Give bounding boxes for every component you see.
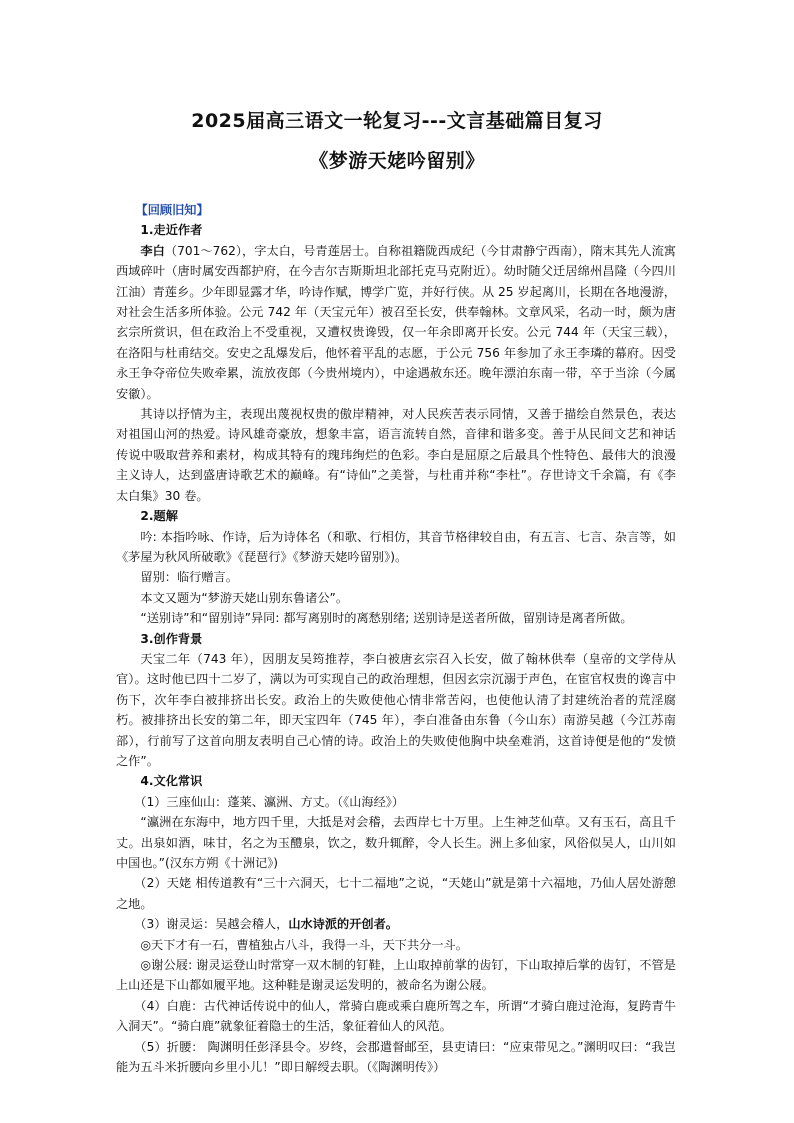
culture-item-3-text: （3）谢灵运：吴越会稽人， bbox=[134, 917, 289, 932]
author-paragraph-2: 其诗以抒情为主，表现出蔑视权贵的傲岸精神，对人民疾苦表示同情，又善于描绘自然景色，表达对祖国山河的热爱。诗风雄奇豪放，想象丰富，语言流转自然，音律和谐多变。善于从民间文艺和神话传说中吸取营养和素材，构成其特有的瑰玮绚烂的色彩。李白是屈原之后最具个性特色、最伟大的浪漫主义诗人，达到盛唐诗歌艺术的巅峰。有“诗仙”之美誉，与杜甫并称“李杜”。存世诗文千余篇，有《李太白集》30 卷。 bbox=[116, 407, 676, 503]
culture-item-2: （2）天姥 相传道教有“三十六洞天，七十二福地”之说，“天姥山”就是第十六福地，乃仙人居处游憩之地。 bbox=[116, 876, 676, 911]
author-name: 李白 bbox=[140, 243, 165, 258]
section-title-background: 3.创作背景 bbox=[140, 631, 203, 646]
section-title-author: 1.走近作者 bbox=[140, 223, 203, 238]
explanation-paragraph-4: “送别诗”和“留别诗”异同: 都写离别时的离愁别绪; 送别诗是送者所做，留别诗是离者所做。 bbox=[140, 611, 633, 626]
explanation-paragraph-3: 本文又题为“梦游天姥山别东鲁诸公”。 bbox=[140, 590, 349, 605]
document-body bbox=[116, 200, 676, 1077]
culture-item-3-note-1: ◎天下才有一石，曹植独占八斗，我得一斗，天下共分一斗。 bbox=[140, 937, 468, 952]
review-label: 【回顾旧知】 bbox=[135, 203, 209, 217]
culture-item-3-note-2: ◎谢公屐: 谢灵运登山时常穿一双木制的钉鞋，上山取掉前掌的齿钉，下山取掉后掌的齿钉，不管是上山还是下山都如履平地。这种鞋是谢灵运发明的，被命名为谢公屐。 bbox=[116, 958, 676, 993]
culture-item-1-quote: “瀛洲在东海中，地方四千里，大抵是对会稽，去西岸七十万里。上生神芝仙草。又有玉石，高且千丈。出泉如酒，味甘，名之为玉醴泉，饮之，数升辄醉，令人长生。洲上多仙家，风俗似吴人，山川如中国也。”(汉东方朔《十洲记》) bbox=[116, 815, 676, 870]
document-title: 2025届高三语文一轮复习---文言基础篇目复习 bbox=[191, 110, 603, 132]
section-title-explanation: 2.题解 bbox=[140, 509, 178, 524]
explanation-paragraph-2: 留别：临行赠言。 bbox=[140, 570, 238, 585]
document-subtitle: 《梦游天姥吟留别》 bbox=[309, 150, 485, 172]
author-paragraph bbox=[116, 241, 676, 404]
explanation-paragraph-1: 吟: 本指吟咏、作诗，后为诗体名（和歌、行相仿，其音节格律较自由，有五言、七言、杂言等，如《茅屋为秋风所破歌》《琵琶行》《梦游天姥吟留别》)。 bbox=[116, 529, 676, 564]
culture-item-1: （1）三座仙山：蓬莱、瀛洲、方丈。（《山海经》） bbox=[134, 794, 405, 809]
background-paragraph: 天宝二年（743 年），因朋友吴筠推荐，李白被唐玄宗召入长安，做了翰林供奉（皇帝的文学侍从官）。这时他已四十二岁了，满以为可实现自己的政治理想，但因玄宗沉溺于声色，在宦官权贵的谗言中伤下，次年李白被排挤出长安。政治上的失败使他心情非常苦闷，也使他认清了封建统治者的荒淫腐朽。被排挤出长安的第二年，即天宝四年（745 年），李白准备由东鲁（今山东）南游吴越（今江苏南部），行前写了这首向朋友表明自己心情的诗。政治上的失败使他胸中块垒难消，这首诗便是他的“发愤之作”。 bbox=[116, 651, 676, 768]
culture-item-4: （4）白鹿：古代神话传说中的仙人，常骑白鹿或乘白鹿所驾之车，所谓“才骑白鹿过沧海，复跨青牛入洞天”。“骑白鹿”就象征着隐士的生活，象征着仙人的风范。 bbox=[116, 998, 676, 1034]
section-title-culture: 4.文化常识 bbox=[140, 774, 203, 789]
culture-item-5: （5）折腰： 陶渊明任彭泽县令。岁终，会郡遣督邮至，县吏请曰：“应束带见之。”渊明叹曰：“我岂能为五斗米折腰向乡里小儿！”即日解绶去职。（《陶渊明传》） bbox=[116, 1039, 676, 1075]
author-text: （701～762），字太白，号青莲居士。自称祖籍陇西成纪（今甘肃静宁西南），隋末其先人流寓西域碎叶（唐时属安西都护府，在今吉尔吉斯斯坦北部托克马克附近）。幼时随父迁居绵州昌隆（今四川江油）青莲乡。少年即显露才华，吟诗作赋，博学广览，并好行侠。从 25 岁起离川，长期在各地漫游，对社会生活多所体验。公元 742 年（天宝元年）被召至长安，供奉翰林。文章风采，名动一时，颇为唐玄宗所赏识，但在政治上不受重视，又遭权贵谗毁，仅一年余即离开长安。公元 744 年（天宝三载），在洛阳与杜甫结交。安史之乱爆发后，他怀着平乱的志愿，于公元 756 年参加了永王李璘的幕府。因受永王争夺帝位失败牵累，流放夜郎（今贵州境内），中途遇赦东还。晚年漂泊东南一带，卒于当涂（今属安徽）。 bbox=[116, 243, 676, 401]
culture-item-3-bold: 山水诗派的开创者。 bbox=[288, 917, 398, 932]
culture-item-3 bbox=[116, 914, 676, 934]
